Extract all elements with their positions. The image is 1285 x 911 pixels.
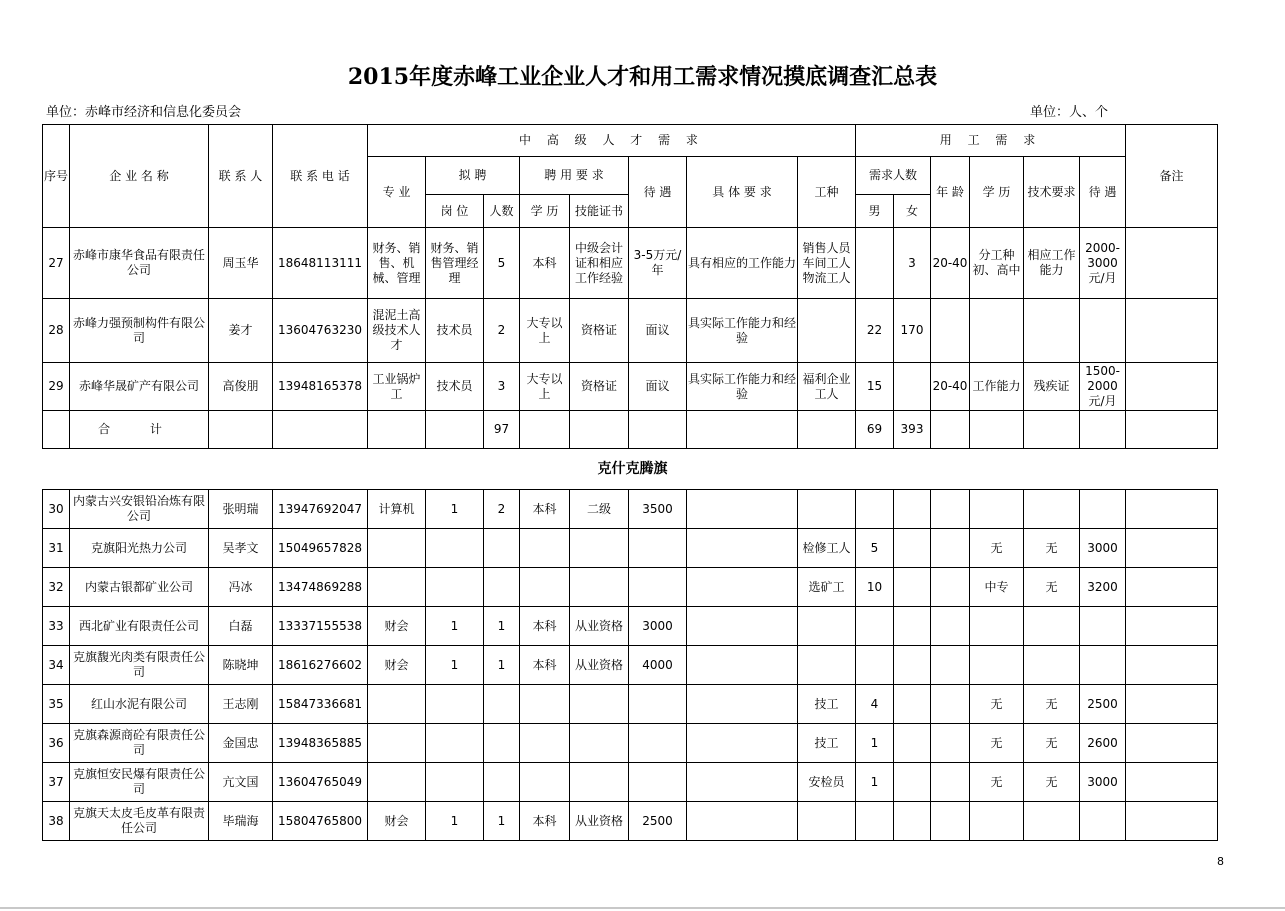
cell-post: 1 (426, 607, 484, 646)
total-count: 97 (484, 411, 520, 449)
cell-female (894, 724, 931, 763)
cell-salary (629, 724, 687, 763)
cell-salary (629, 685, 687, 724)
cell-company: 克旗馥光肉类有限责任公司 (70, 646, 209, 685)
cell-job-type: 选矿工 (798, 568, 856, 607)
cell-contact: 姜才 (209, 299, 273, 363)
cell-phone: 18616276602 (273, 646, 368, 685)
cell-remarks (1126, 607, 1218, 646)
cell-specific: 具有相应的工作能力 (687, 228, 798, 299)
cell-labor-education: 无 (970, 685, 1024, 724)
cell-major: 财会 (368, 646, 426, 685)
table-row (43, 490, 1218, 529)
cell-age (931, 607, 970, 646)
table-row (43, 299, 1218, 363)
cell-labor-education (970, 646, 1024, 685)
cell-education (520, 763, 570, 802)
cell-specific (687, 490, 798, 529)
table-row (43, 646, 1218, 685)
cell-remarks (1126, 685, 1218, 724)
cell-education: 本科 (520, 607, 570, 646)
rows-part2 (43, 490, 1218, 841)
cell-tech-req: 无 (1024, 763, 1080, 802)
cell-certificate (570, 685, 629, 724)
header-talent-group: 中 高 级 人 才 需 求 (368, 125, 856, 157)
cell-female: 170 (894, 299, 931, 363)
cell-count: 5 (484, 228, 520, 299)
rows-part1 (43, 228, 1218, 449)
cell-seq: 31 (43, 529, 70, 568)
cell-salary: 面议 (629, 299, 687, 363)
cell-education: 本科 (520, 228, 570, 299)
total-row (43, 411, 1218, 449)
cell-female (894, 646, 931, 685)
cell-female (894, 529, 931, 568)
table-row (43, 529, 1218, 568)
cell-male: 4 (856, 685, 894, 724)
cell-company: 红山水泥有限公司 (70, 685, 209, 724)
cell-company: 克旗恒安民爆有限责任公司 (70, 763, 209, 802)
cell-seq: 36 (43, 724, 70, 763)
cell-labor-education: 工作能力 (970, 363, 1024, 411)
cell-seq: 32 (43, 568, 70, 607)
cell-age (931, 490, 970, 529)
cell-age (931, 724, 970, 763)
cell-count (484, 685, 520, 724)
cell-job-type (798, 646, 856, 685)
cell-post (426, 685, 484, 724)
cell-male: 22 (856, 299, 894, 363)
cell-male: 15 (856, 363, 894, 411)
cell-certificate: 资格证 (570, 363, 629, 411)
cell-remarks (1126, 568, 1218, 607)
header-count: 人数 (484, 195, 520, 228)
cell-salary: 3-5万元/年 (629, 228, 687, 299)
cell-tech-req: 无 (1024, 685, 1080, 724)
cell-remarks (1126, 724, 1218, 763)
cell-specific (687, 646, 798, 685)
header-education: 学 历 (520, 195, 570, 228)
cell-labor-salary: 3000 (1080, 763, 1126, 802)
cell-remarks (1126, 228, 1218, 299)
cell-salary: 4000 (629, 646, 687, 685)
cell-age (931, 646, 970, 685)
header-female: 女 (894, 195, 931, 228)
cell-contact: 金国忠 (209, 724, 273, 763)
table-header (43, 125, 1218, 228)
cell-remarks (1126, 646, 1218, 685)
cell-female: 3 (894, 228, 931, 299)
cell-count: 2 (484, 299, 520, 363)
cell-remarks (1126, 763, 1218, 802)
cell-post (426, 763, 484, 802)
cell-education (520, 685, 570, 724)
cell-salary: 面议 (629, 363, 687, 411)
cell-female (894, 802, 931, 841)
cell-labor-education: 无 (970, 763, 1024, 802)
cell-phone: 15804765800 (273, 802, 368, 841)
cell-certificate: 二级 (570, 490, 629, 529)
cell-education: 本科 (520, 646, 570, 685)
cell-salary (629, 529, 687, 568)
cell-labor-education: 中专 (970, 568, 1024, 607)
cell-tech-req: 无 (1024, 724, 1080, 763)
cell-male: 10 (856, 568, 894, 607)
cell-job-type (798, 607, 856, 646)
cell-count: 1 (484, 646, 520, 685)
cell-contact: 白磊 (209, 607, 273, 646)
cell-male: 1 (856, 763, 894, 802)
cell-remarks (1126, 299, 1218, 363)
cell-major: 计算机 (368, 490, 426, 529)
cell-salary (629, 568, 687, 607)
cell-specific (687, 568, 798, 607)
cell-education: 大专以上 (520, 299, 570, 363)
cell-seq: 38 (43, 802, 70, 841)
cell-labor-salary: 2500 (1080, 685, 1126, 724)
cell-education: 本科 (520, 802, 570, 841)
cell-age: 20-40 (931, 228, 970, 299)
cell-female (894, 363, 931, 411)
cell-female (894, 607, 931, 646)
cell-specific (687, 763, 798, 802)
cell-company: 内蒙古银都矿业公司 (70, 568, 209, 607)
cell-male (856, 607, 894, 646)
cell-male (856, 490, 894, 529)
cell-remarks (1126, 363, 1218, 411)
cell-job-type (798, 802, 856, 841)
page-title: 2015年度赤峰工业企业人才和用工需求情况摸底调查汇总表 (347, 64, 938, 90)
cell-certificate (570, 763, 629, 802)
cell-job-type (798, 490, 856, 529)
cell-count (484, 568, 520, 607)
cell-certificate (570, 568, 629, 607)
header-specific: 具 体 要 求 (687, 157, 798, 228)
page-number: 8 (1217, 855, 1224, 868)
total-label: 合 计 (70, 411, 209, 449)
cell-count: 1 (484, 802, 520, 841)
cell-labor-salary (1080, 490, 1126, 529)
cell-contact: 吴孝文 (209, 529, 273, 568)
cell-count (484, 529, 520, 568)
cell-phone: 13474869288 (273, 568, 368, 607)
cell-seq: 33 (43, 607, 70, 646)
cell-job-type: 检修工人 (798, 529, 856, 568)
cell-female (894, 490, 931, 529)
cell-education (520, 724, 570, 763)
section-title: 克什克腾旗 (597, 461, 668, 477)
header-recruit-plan: 拟 聘 (426, 157, 520, 195)
cell-phone: 18648113111 (273, 228, 368, 299)
total-male: 69 (856, 411, 894, 449)
cell-seq: 30 (43, 490, 70, 529)
table-row (43, 363, 1218, 411)
cell-major: 混泥土高级技术人才 (368, 299, 426, 363)
table-row (43, 724, 1218, 763)
survey-table-top (42, 124, 1218, 449)
cell-male: 1 (856, 724, 894, 763)
cell-male (856, 228, 894, 299)
cell-job-type: 安检员 (798, 763, 856, 802)
cell-age (931, 299, 970, 363)
cell-major: 工业锅炉工 (368, 363, 426, 411)
cell-phone: 13948365885 (273, 724, 368, 763)
header-male: 男 (856, 195, 894, 228)
cell-salary: 3500 (629, 490, 687, 529)
cell-labor-salary: 1500-2000元/月 (1080, 363, 1126, 411)
cell-job-type (798, 299, 856, 363)
cell-labor-salary (1080, 802, 1126, 841)
cell-certificate: 资格证 (570, 299, 629, 363)
cell-phone: 13604765049 (273, 763, 368, 802)
cell-labor-salary (1080, 299, 1126, 363)
cell-phone: 13604763230 (273, 299, 368, 363)
cell-labor-education: 无 (970, 724, 1024, 763)
cell-tech-req (1024, 607, 1080, 646)
cell-specific: 具实际工作能力和经验 (687, 363, 798, 411)
cell-company: 赤峰华晟矿产有限公司 (70, 363, 209, 411)
cell-job-type: 销售人员车间工人物流工人 (798, 228, 856, 299)
cell-specific (687, 724, 798, 763)
cell-company: 西北矿业有限责任公司 (70, 607, 209, 646)
header-contact: 联 系 人 (209, 125, 273, 228)
cell-specific (687, 802, 798, 841)
cell-education: 本科 (520, 490, 570, 529)
cell-company: 克旗森源商砼有限责任公司 (70, 724, 209, 763)
cell-contact: 亢文国 (209, 763, 273, 802)
cell-age (931, 568, 970, 607)
cell-phone: 13948165378 (273, 363, 368, 411)
cell-major: 财会 (368, 802, 426, 841)
cell-count (484, 724, 520, 763)
cell-tech-req (1024, 802, 1080, 841)
cell-specific (687, 607, 798, 646)
cell-labor-salary: 3000 (1080, 529, 1126, 568)
cell-post: 财务、销售管理经理 (426, 228, 484, 299)
header-post: 岗 位 (426, 195, 484, 228)
cell-phone: 15049657828 (273, 529, 368, 568)
cell-seq: 34 (43, 646, 70, 685)
cell-phone: 15847336681 (273, 685, 368, 724)
cell-certificate (570, 724, 629, 763)
cell-age (931, 529, 970, 568)
table-row (43, 685, 1218, 724)
cell-post: 1 (426, 490, 484, 529)
header-tech-req: 技术要求 (1024, 157, 1080, 228)
header-labor-group: 用 工 需 求 (856, 125, 1126, 157)
header-major: 专 业 (368, 157, 426, 228)
cell-age (931, 763, 970, 802)
cell-labor-education (970, 802, 1024, 841)
cell-contact: 张明瑞 (209, 490, 273, 529)
cell-female (894, 568, 931, 607)
cell-certificate (570, 529, 629, 568)
cell-tech-req (1024, 646, 1080, 685)
cell-major: 财务、销售、机械、管理 (368, 228, 426, 299)
cell-labor-education (970, 607, 1024, 646)
cell-count: 2 (484, 490, 520, 529)
cell-education (520, 529, 570, 568)
cell-labor-salary (1080, 646, 1126, 685)
header-seq: 序号 (43, 125, 70, 228)
cell-seq: 35 (43, 685, 70, 724)
cell-tech-req (1024, 299, 1080, 363)
cell-job-type: 技工 (798, 724, 856, 763)
cell-count (484, 763, 520, 802)
cell-male: 5 (856, 529, 894, 568)
table-row (43, 607, 1218, 646)
cell-certificate: 中级会计证和相应工作经验 (570, 228, 629, 299)
cell-tech-req: 残疾证 (1024, 363, 1080, 411)
cell-education: 大专以上 (520, 363, 570, 411)
cell-major (368, 685, 426, 724)
table-row (43, 802, 1218, 841)
cell-remarks (1126, 529, 1218, 568)
cell-post: 1 (426, 646, 484, 685)
cell-company: 赤峰力强预制构件有限公司 (70, 299, 209, 363)
cell-major (368, 724, 426, 763)
cell-tech-req: 相应工作能力 (1024, 228, 1080, 299)
cell-salary: 2500 (629, 802, 687, 841)
cell-remarks (1126, 802, 1218, 841)
header-remarks: 备注 (1126, 125, 1218, 228)
cell-contact: 毕瑞海 (209, 802, 273, 841)
cell-company: 内蒙古兴安银铅冶炼有限公司 (70, 490, 209, 529)
cell-female (894, 685, 931, 724)
cell-contact: 周玉华 (209, 228, 273, 299)
cell-labor-education: 分工种初、高中 (970, 228, 1024, 299)
cell-seq: 37 (43, 763, 70, 802)
cell-specific: 具实际工作能力和经验 (687, 299, 798, 363)
cell-major: 财会 (368, 607, 426, 646)
header-certificate: 技能证书 (570, 195, 629, 228)
cell-age (931, 802, 970, 841)
cell-certificate: 从业资格 (570, 646, 629, 685)
cell-job-type: 技工 (798, 685, 856, 724)
cell-phone: 13947692047 (273, 490, 368, 529)
cell-labor-salary: 3200 (1080, 568, 1126, 607)
cell-seq: 27 (43, 228, 70, 299)
unit-left-label: 单位：赤峰市经济和信息化委员会 (46, 105, 242, 120)
cell-certificate: 从业资格 (570, 607, 629, 646)
cell-labor-education: 无 (970, 529, 1024, 568)
cell-count: 1 (484, 607, 520, 646)
cell-labor-salary (1080, 607, 1126, 646)
cell-tech-req (1024, 490, 1080, 529)
header-requirements: 聘 用 要 求 (520, 157, 629, 195)
cell-post (426, 529, 484, 568)
cell-specific (687, 529, 798, 568)
cell-contact: 陈晓坤 (209, 646, 273, 685)
cell-labor-education (970, 490, 1024, 529)
cell-labor-education (970, 299, 1024, 363)
cell-job-type: 福利企业工人 (798, 363, 856, 411)
cell-seq: 28 (43, 299, 70, 363)
table-row (43, 568, 1218, 607)
cell-post: 技术员 (426, 299, 484, 363)
cell-contact: 王志刚 (209, 685, 273, 724)
cell-post (426, 724, 484, 763)
cell-contact: 冯冰 (209, 568, 273, 607)
unit-right-label: 单位：人、个 (1030, 105, 1109, 120)
cell-count: 3 (484, 363, 520, 411)
cell-major (368, 529, 426, 568)
cell-seq: 29 (43, 363, 70, 411)
cell-male (856, 646, 894, 685)
cell-post (426, 568, 484, 607)
header-phone: 联 系 电 话 (273, 125, 368, 228)
header-labor-education: 学 历 (970, 157, 1024, 228)
cell-labor-salary: 2600 (1080, 724, 1126, 763)
cell-certificate: 从业资格 (570, 802, 629, 841)
header-demand-count: 需求人数 (856, 157, 931, 195)
header-labor-salary: 待 遇 (1080, 157, 1126, 228)
cell-salary (629, 763, 687, 802)
table-row (43, 228, 1218, 299)
bottom-divider (0, 907, 1285, 909)
header-job-type: 工种 (798, 157, 856, 228)
survey-table-bottom (42, 489, 1218, 841)
total-female: 393 (894, 411, 931, 449)
cell-labor-salary: 2000-3000元/月 (1080, 228, 1126, 299)
cell-education (520, 568, 570, 607)
cell-company: 克旗天太皮毛皮革有限责任公司 (70, 802, 209, 841)
table-row (43, 763, 1218, 802)
header-age: 年 龄 (931, 157, 970, 228)
cell-contact: 高俊朋 (209, 363, 273, 411)
cell-female (894, 763, 931, 802)
cell-company: 克旗阳光热力公司 (70, 529, 209, 568)
cell-post: 技术员 (426, 363, 484, 411)
cell-specific (687, 685, 798, 724)
header-company: 企 业 名 称 (70, 125, 209, 228)
cell-age: 20-40 (931, 363, 970, 411)
cell-phone: 13337155538 (273, 607, 368, 646)
cell-salary: 3000 (629, 607, 687, 646)
cell-major (368, 568, 426, 607)
header-salary: 待 遇 (629, 157, 687, 228)
cell-age (931, 685, 970, 724)
cell-post: 1 (426, 802, 484, 841)
cell-male (856, 802, 894, 841)
cell-tech-req: 无 (1024, 529, 1080, 568)
cell-major (368, 763, 426, 802)
cell-tech-req: 无 (1024, 568, 1080, 607)
cell-remarks (1126, 490, 1218, 529)
cell-company: 赤峰市康华食品有限责任公司 (70, 228, 209, 299)
